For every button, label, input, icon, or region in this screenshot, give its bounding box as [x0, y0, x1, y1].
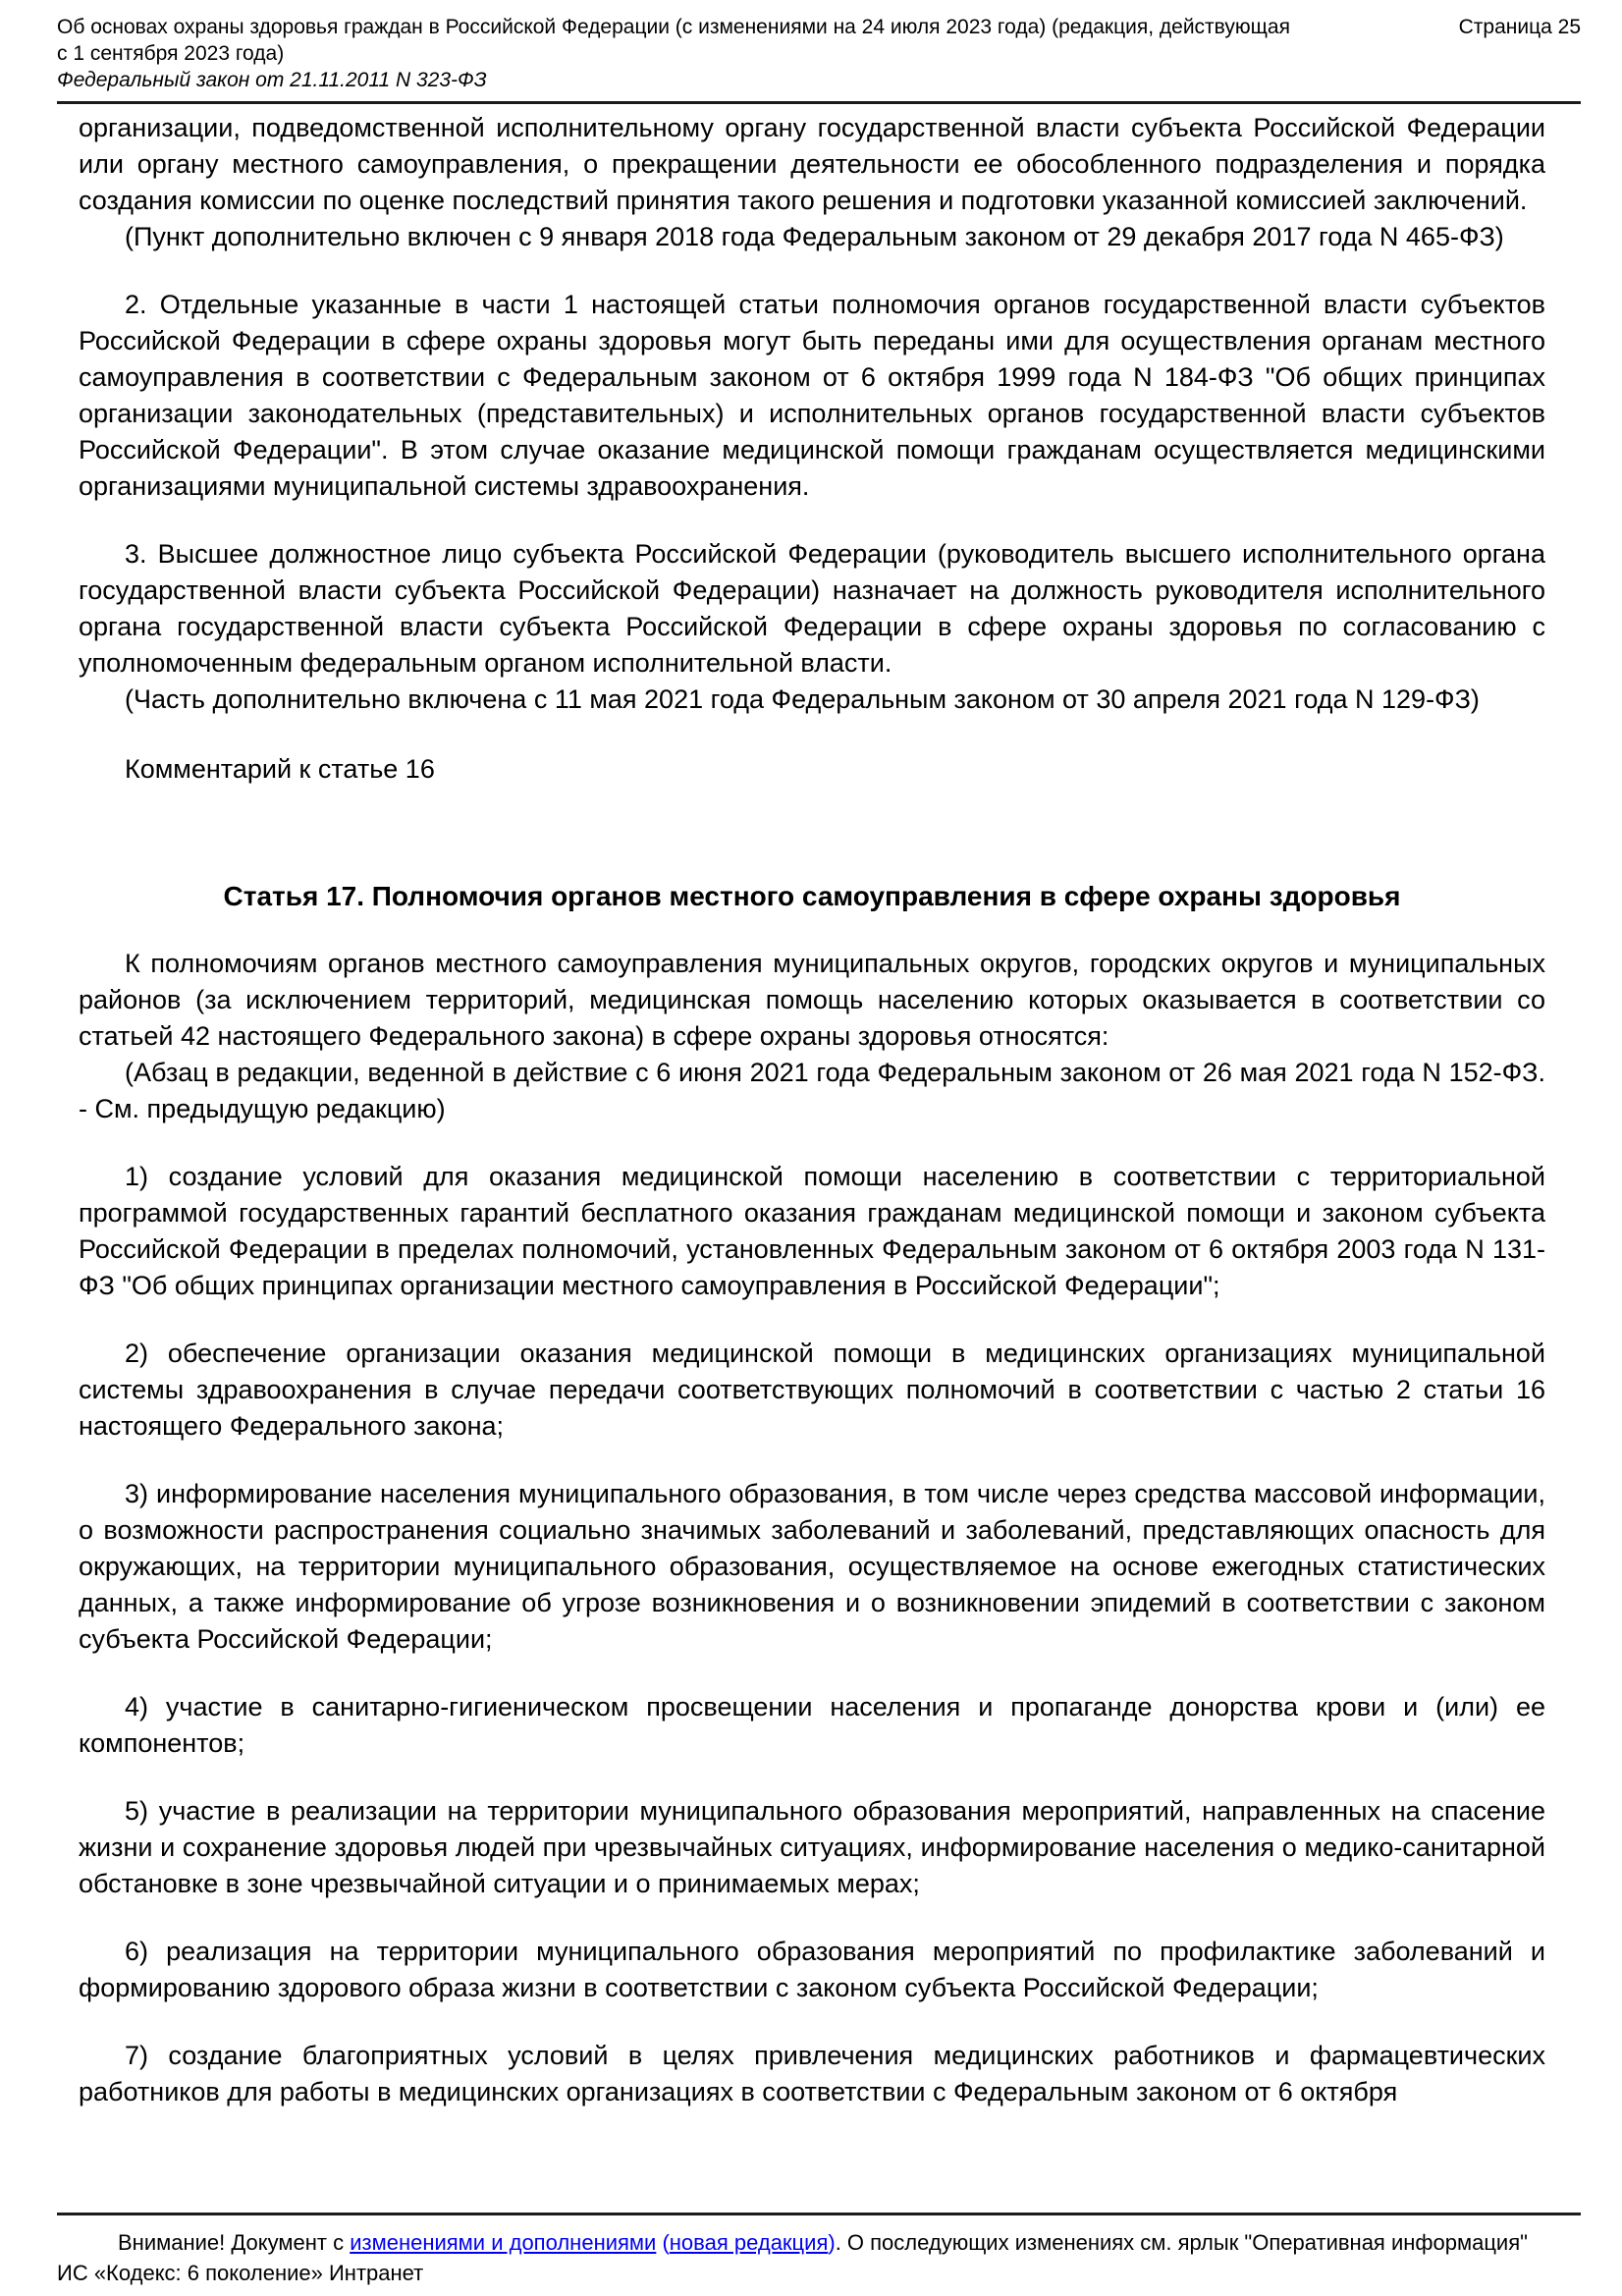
paragraph-item: 5) участие в реализации на территории муниципального образования мероприятий, направленных на спасение жизни и сохранение здоровья людей при чрезвычайных ситуациях, информирование населения о медико-санитарной обстановке в зоне чрезвычайной ситуации и о принимаемых мерах; [79, 1796, 1545, 1898]
document-subtitle: Федеральный закон от 21.11.2011 N 323-ФЗ [57, 69, 487, 91]
paragraph-item: 4) участие в санитарно-гигиеническом просвещении населения и пропаганде донорства крови и (или) ее компонентов; [79, 1692, 1545, 1758]
paragraph-comment: Комментарий к статье 16 [125, 754, 435, 784]
header-divider [57, 101, 1581, 104]
paragraph-note: (Абзац в редакции, веденной в действие с 6 июня 2021 года Федеральным законом от 26 мая 2021 года N 152-ФЗ. - См. предыдущую редакцию) [79, 1058, 1545, 1123]
paragraph-item: 3) информирование населения муниципального образования, в том числе через средства массовой информации, о возможности распространения социально значимых заболеваний и заболеваний, представляющих опасность для окружающих, на территории муниципального образования, осуществляемое на основе ежегодных статистических данных, а также информирование об угрозе возникновения и о возникновении эпидемий в соответствии с законом субъекта Российской Федерации; [79, 1479, 1545, 1654]
footer-link[interactable]: новая редакция [669, 2230, 829, 2255]
paragraph-cont: организации, подведомственной исполнительному органу государственной власти субъекта Российской Федерации или органу местного самоуправления, о прекращении деятельности ее обособленного подразделения и порядка создания комиссии по оценке последствий принятия такого решения и подготовки указанной комиссией заключений. [79, 113, 1545, 215]
article-heading: Статья 17. Полномочия органов местного самоуправления в сфере охраны здоровья [223, 881, 1401, 911]
footer-paren: ) [828, 2230, 836, 2255]
document-header [57, 14, 1581, 93]
paragraph-note: (Часть дополнительно включена с 11 мая 2021 года Федеральным законом от 30 апреля 2021 года N 129-ФЗ) [125, 684, 1480, 714]
footer-divider [57, 2213, 1581, 2215]
footer-notice [57, 2227, 1581, 2258]
footer-system-label: ИС «Кодекс: 6 поколение» Интранет [57, 2261, 424, 2285]
paragraph-item: К полномочиям органов местного самоуправления муниципальных округов, городских округов и муниципальных районов (за исключением территорий, медицинская помощь населению которых оказывается в соответствии со статьей 42 настоящего Федерального закона) в сфере охраны здоровья относятся: [79, 949, 1545, 1051]
document-footer [57, 2213, 1581, 2288]
footer-link[interactable]: изменениями и дополнениями [350, 2230, 657, 2255]
paragraph-item: 6) реализация на территории муниципального образования мероприятий по профилактике заболеваний и формированию здорового образа жизни в соответствии с законом субъекта Российской Федерации; [79, 1937, 1545, 2002]
page-number: Страница 25 [1458, 16, 1581, 38]
document-title-line2: с 1 сентября 2023 года) [57, 42, 285, 65]
footer-text: . О последующих изменениях см. ярлык "Оперативная информация" [835, 2230, 1528, 2255]
paragraph-item: 1) создание условий для оказания медицинской помощи населению в соответствии с территориальной программой государственных гарантий бесплатного оказания гражданам медицинской помощи и законом субъекта Российской Федерации в пределах полномочий, установленных Федеральным законом от 6 октября 2003 года N 131-ФЗ "Об общих принципах организации местного самоуправления в Российской Федерации"; [79, 1162, 1545, 1300]
document-title-line1: Об основах охраны здоровья граждан в Российской Федерации (с изменениями на 24 июля 2023 года) (редакция, действующая [57, 16, 1290, 38]
document-body [79, 110, 1545, 2110]
paragraph-note: (Пункт дополнительно включен с 9 января 2018 года Федеральным законом от 29 декабря 2017 года N 465-ФЗ) [125, 222, 1504, 251]
footer-paren: ( [662, 2230, 670, 2255]
paragraph-item: 2) обеспечение организации оказания медицинской помощи в медицинских организациях муниципальной системы здравоохранения в случае передачи соответствующих полномочий в соответствии с частью 2 статьи 16 настоящего Федерального закона; [79, 1339, 1545, 1441]
paragraph-item: 2. Отдельные указанные в части 1 настоящей статьи полномочия органов государственной власти субъектов Российской Федерации в сфере охраны здоровья могут быть переданы ими для осуществления органам местного самоуправления в соответствии с Федеральным законом от 6 октября 1999 года N 184-ФЗ "Об общих принципах организации законодательных (представительных) и исполнительных органов государственной власти субъектов Российской Федерации". В этом случае оказание медицинской помощи гражданам осуществляется медицинскими организациями муниципальной системы здравоохранения. [79, 290, 1545, 501]
paragraph-item: 3. Высшее должностное лицо субъекта Российской Федерации (руководитель высшего исполнительного органа государственной власти субъекта Российской Федерации) назначает на должность руководителя исполнительного органа государственной власти субъекта Российской Федерации в сфере охраны здоровья по согласованию с уполномоченным федеральным органом исполнительной власти. [79, 539, 1545, 678]
document-title [57, 14, 1290, 93]
paragraph-item: 7) создание благоприятных условий в целях привлечения медицинских работников и фармацевтических работников для работы в медицинских организациях в соответствии с Федеральным законом от 6 октября [79, 2041, 1545, 2106]
footer-text: Внимание! Документ с [118, 2230, 351, 2255]
